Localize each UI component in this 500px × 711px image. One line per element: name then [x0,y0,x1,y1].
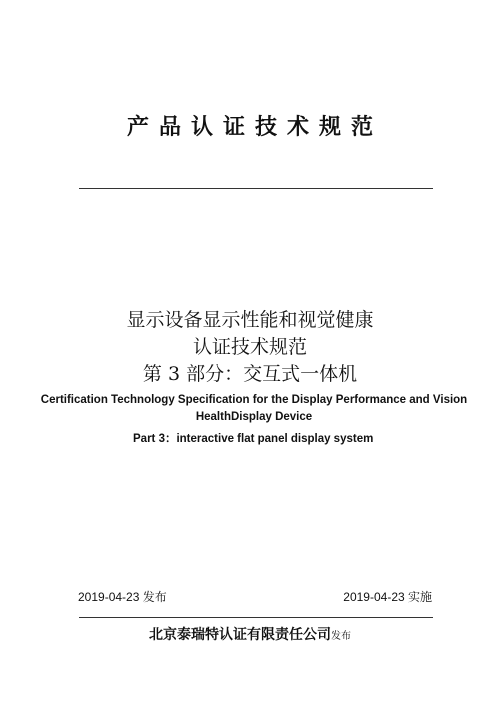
chinese-title-block [0,307,500,388]
document-type-heading: 产品认证技术规范 [126,114,383,140]
issuer-suffix: 发布 [331,631,351,642]
implementation-date: 2019-04-23 实施 [343,590,432,604]
english-part-title: Part 3：interactive flat panel display system [133,433,374,445]
title-line-2: 认证技术规范 [192,336,307,358]
title-line-1: 显示设备显示性能和视觉健康 [126,309,374,331]
release-date: 2019-04-23 发布 [78,590,167,604]
english-title: Certification Technology Specification for the Display Performance and Vision HealthDisplay Device [40,394,468,423]
title-line-3: 第 3 部分：交互式一体机 [142,363,358,385]
top-divider [79,188,433,189]
issuer-name: 北京泰瑞特认证有限责任公司 [149,627,331,643]
bottom-divider [79,617,433,618]
issuer-line [0,624,500,644]
